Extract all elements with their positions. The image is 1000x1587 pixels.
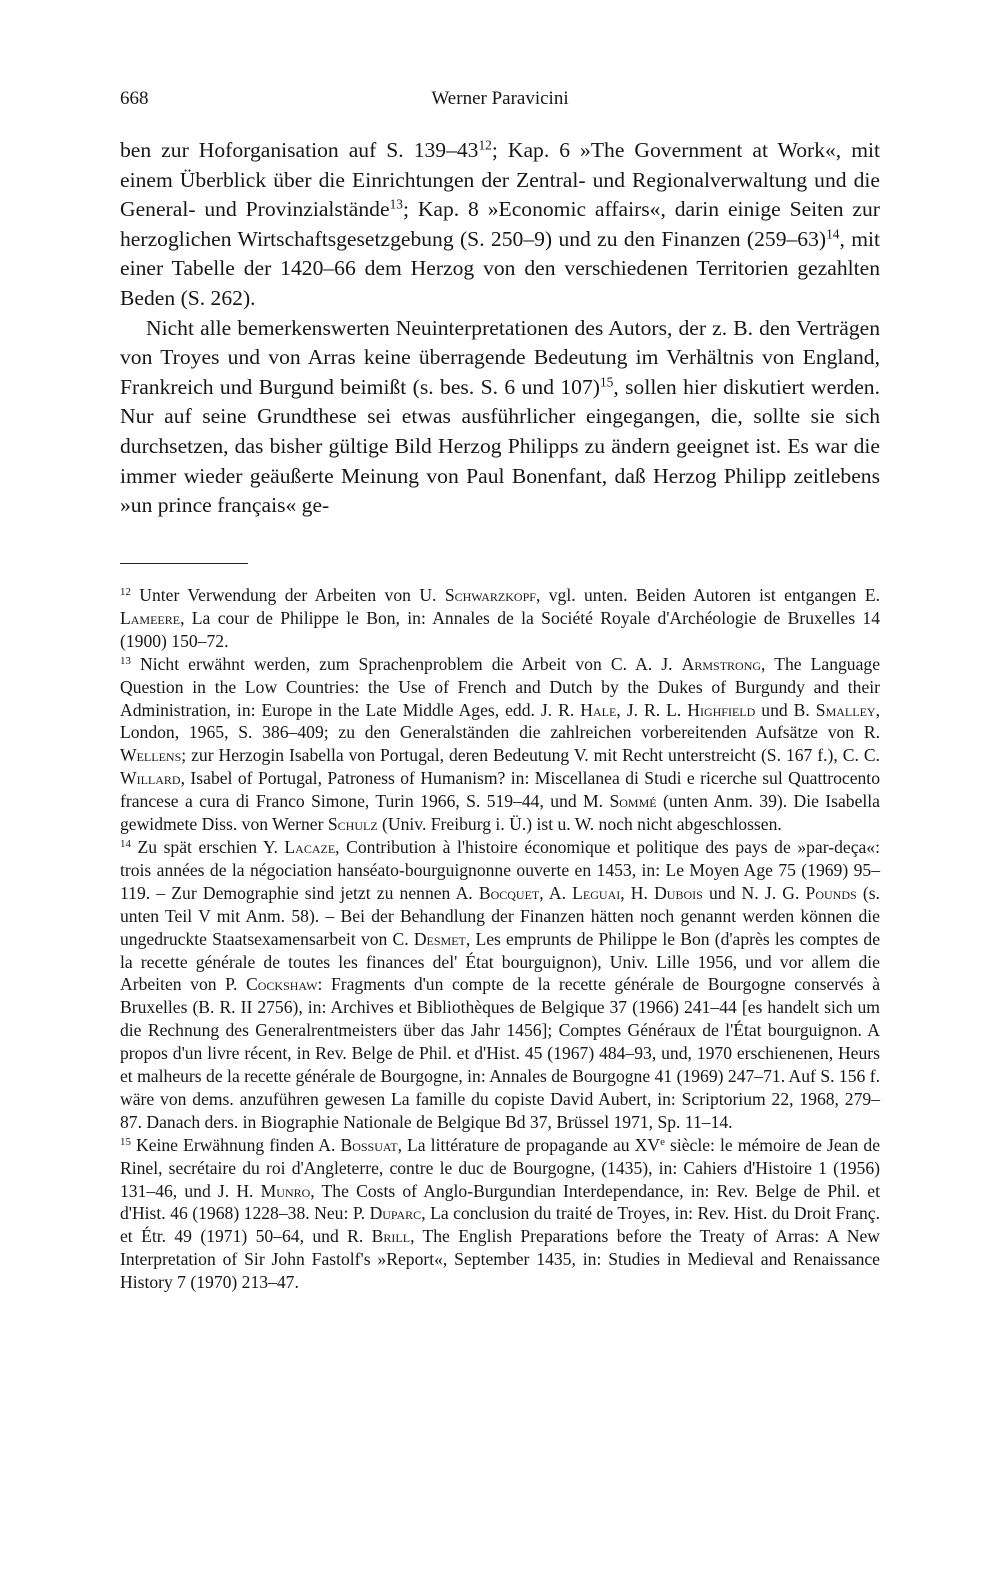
- footnote-ref-12: 12: [478, 137, 492, 153]
- author-name: Brill: [371, 1226, 411, 1247]
- author-name: Hale: [580, 699, 617, 720]
- footnote-12: $^{12}$ Unter Verwendung der Arbeiten von U. Schwarzkopf, vgl. unten. Beiden Autoren ist entgangen E. Lameere, La cour de Philippe le Bon, in: Annales de la Société Royale d'Archéologie de Bruxelles 14 (1900) 150–72.: [120, 585, 880, 651]
- body-paragraph-2: Nicht alle bemerkenswerten Neuinterpretationen des Autors, der z. B. den Verträgen von Troyes und von Arras keine überragende Bedeutung im Verhältnis von England, Frankreich und Burgund beimißt (s. bes. S. 6 und 107)$^{15}$, sollen hier diskutiert werden. Nur auf seine Grundthese sei etwas ausführlicher eingegangen, die, sollte sie sich durchsetzen, das bisher gültige Bild Herzog Philipps zu ändern geeignet ist. Es war die immer wieder geäußerte Meinung von Paul Bonenfant, daß Herzog Philipp zeitlebens »un prince français« ge-: [120, 315, 880, 518]
- main-text: [120, 136, 880, 521]
- author-name: Wellens: [120, 745, 182, 766]
- author-name: Highfield: [687, 699, 756, 720]
- author-name: Leguai: [572, 882, 621, 903]
- author-name: Bossuat: [340, 1134, 398, 1155]
- author-name: Pounds: [805, 882, 857, 903]
- page-header: [120, 88, 880, 118]
- footnote-number: 15: [120, 1135, 131, 1148]
- footnote-ref-15: 15: [599, 374, 614, 390]
- footnote-15: $^{15}$ Keine Erwähnung finden A. Bossuat, La littérature de propagande au XVe siècle: le mémoire de Jean de Rinel, secrétaire du roi d'Angleterre, contre le duc de Bourgogne, (1435), in: Cahiers d'Histoire 1 (1956) 131–46, und J. H. Munro, The Costs of Anglo-Burgundian Interdependance, in: Rev. Belge de Phil. et d'Hist. 46 (1968) 1228–38. Neu: P. Duparc, La conclusion du traité de Troyes, in: Rev. Hist. du Droit Franç. et Étr. 49 (1971) 50–64, und R. Brill, The English Preparations before the Treaty of Arras: A New Interpretation of Sir John Fastolf's »Report«, September 1435, in: Studies in Medieval and Renaissance History 7 (1970) 213–47.: [120, 1134, 881, 1293]
- author-name: Dubois: [654, 882, 703, 903]
- footnote-number: 12: [120, 586, 131, 598]
- author-name: Desmet: [413, 928, 466, 949]
- author-name: Lameere: [120, 607, 181, 628]
- footnote-separator: [120, 563, 248, 564]
- author-name: Sommé: [609, 791, 657, 812]
- footnote-14: $^{14}$ Zu spät erschien Y. Lacaze, Contribution à l'histoire économique et politique des pays de »par-deça«: trois années de la négociation hanséato-bourguignonne ouverte en 1453, in: Le Moyen Age 75 (1969) 95–119. – Zur Demographie sind jetzt zu nennen A. Bocquet, A. Leguai, H. Dubois und N. J. G. Pounds (s. unten Teil V mit Anm. 58). – Bei der Behandlung der Finanzen hätten noch genannt werden können die ungedruckte Staatsexamensarbeit von C. Desmet, Les emprunts de Philippe le Bon (d'après les comptes de la recette générale de toutes les finances del' État bourguignon), Univ. Lille 1956, und vor allem die Arbeiten von P. Cockshaw: Fragments d'un compte de la recette générale de Bourgogne conservés à Bruxelles (B. R. II 2756), in: Archives et Bibliothèques de Belgique 37 (1966) 241–44 [es handelt sich um die Rechnung des Generalrentmeisters über das Jahr 1456]; Comptes Généraux de l'État bourguignon. A propos d'un livre récent, in Rev. Belge de Phil. et d'Hist. 45 (1967) 484–93, und, 1970 erschienenen, Heurs et malheurs de la recette générale de Bourgogne, in: Annales de Bourgogne 41 (1969) 247–71. Auf S. 156 f. wäre von dems. anzuführen gewesen La famille du copiste David Aubert, in: Scriptorium 22, 1968, 279–87. Danach ders. in Biographie Nationale de Belgique Bd 37, Brüssel 1971, Sp. 11–14.: [120, 836, 881, 1132]
- author-name: Bocquet: [478, 882, 540, 903]
- body-paragraph-1: ben zur Hoforganisation auf S. $139-43^{12}$; Kap. 6 »The Government at Work«, mit einem Überblick über die Einrichtungen der Zentral- und Regionalverwaltung und die General- und Provinzialstände$^{13}$; Kap. 8 »Economic affairs«, darin einige Seiten zur herzoglichen Wirtschaftsgesetzgebung (S. 250–9) und zu den Finanzen $(259-63)^{14}$, mit einer Tabelle der 1420–66 dem Herzog von den verschiedenen Territorien gezahlten Beden (S. 262).: [120, 137, 881, 310]
- author-name: Lacaze: [284, 836, 336, 857]
- author-name: Armstrong: [681, 653, 762, 674]
- footnotes: [120, 584, 880, 1294]
- footnote-ref-13: 13: [389, 196, 403, 212]
- author-name: Cockshaw: [246, 974, 318, 995]
- footnote-ref-14: 14: [826, 226, 840, 242]
- footnote-number: 14: [120, 837, 131, 850]
- page-number: 668: [120, 88, 149, 109]
- footnote-number: 13: [120, 654, 131, 667]
- author-name: Schwarzkopf: [444, 585, 536, 605]
- author-name: Smalley: [815, 699, 876, 720]
- running-title: Werner Paravicini: [431, 88, 569, 109]
- footnote-13: $^{13}$ Nicht erwähnt werden, zum Sprachenproblem die Arbeit von C. A. J. Armstrong, The Language Question in the Low Countries: the Use of French and Dutch by the Dukes of Burgundy and their Administration, in: Europe in the Late Middle Ages, edd. J. R. Hale, J. R. L. Highfield und B. Smalley, London, 1965, S. 386–409; zu den Generalständen die zahlreichen vorbereitenden Aufsätze von R. Wellens; zur Herzogin Isabella von Portugal, deren Bedeutung V. mit Recht unterstreicht (S. 167 f.), C. C. Willard, Isabel of Portugal, Patroness of Humanism? in: Miscellanea di Studi e ricerche sul Quattrocento francese a cura di Franco Simone, Turin 1966, S. 519–44, und M. Sommé (unten Anm. 39). Die Isabella gewidmete Diss. von Werner Schulz (Univ. Freiburg i. Ü.) ist u. W. noch nicht abgeschlossen.: [120, 653, 880, 835]
- author-name: Schulz: [327, 814, 378, 835]
- author-name: Willard: [120, 768, 181, 789]
- century-superscript: e: [660, 1135, 665, 1148]
- author-name: Duparc: [369, 1203, 422, 1224]
- author-name: Munro: [260, 1180, 311, 1201]
